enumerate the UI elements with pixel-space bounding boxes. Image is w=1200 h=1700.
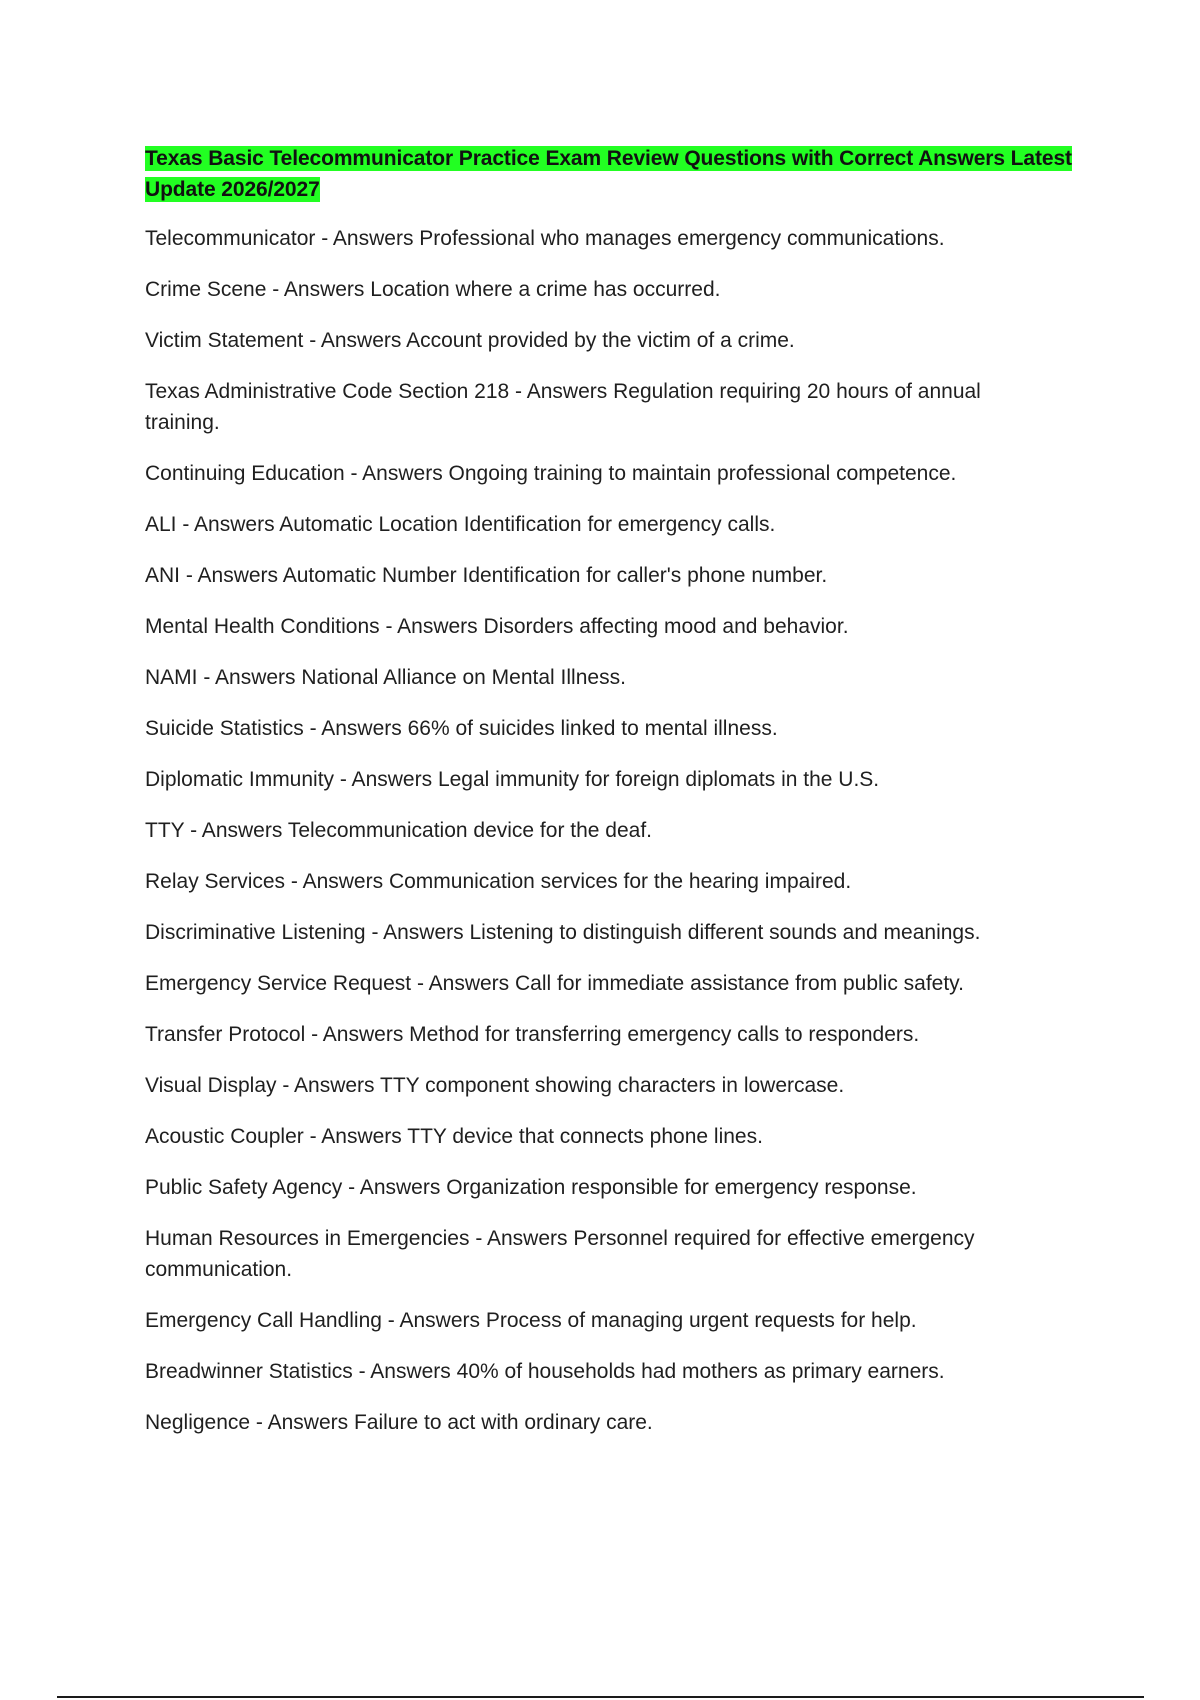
qa-item	[145, 560, 1055, 591]
qa-item	[145, 1223, 1055, 1285]
qa-answer: Process of managing urgent requests for help.	[485, 1309, 917, 1332]
qa-separator: - Answers	[475, 1227, 568, 1250]
qa-answer: Organization responsible for emergency response.	[446, 1176, 917, 1199]
qa-answer: Listening to distinguish different sounds and meanings.	[469, 921, 981, 944]
qa-separator: - Answers	[387, 1309, 480, 1332]
qa-separator: - Answers	[203, 666, 296, 689]
qa-answer: Call for immediate assistance from public safety.	[515, 972, 964, 995]
qa-term: Relay Services	[145, 870, 286, 893]
footer-rule	[57, 1696, 1144, 1698]
qa-item	[145, 866, 1055, 897]
qa-answer: Telecommunication device for the deaf.	[287, 819, 653, 842]
qa-term: Negligence	[145, 1411, 251, 1434]
qa-item	[145, 1070, 1055, 1101]
qa-answer: 40% of households had mothers as primary earners.	[456, 1360, 945, 1383]
qa-item	[145, 325, 1055, 356]
qa-item	[145, 662, 1055, 693]
qa-separator: - Answers	[309, 717, 402, 740]
qa-term: Crime Scene	[145, 278, 267, 301]
document-title	[145, 143, 1090, 205]
qa-item	[145, 223, 1055, 254]
qa-item	[145, 611, 1055, 642]
qa-item	[145, 1356, 1055, 1387]
qa-answer: Location where a crime has occurred.	[370, 278, 721, 301]
qa-term: Transfer Protocol	[145, 1023, 306, 1046]
qa-term: Texas Administrative Code Section 218	[145, 380, 510, 403]
qa-answer: Communication services for the hearing impaired.	[388, 870, 852, 893]
qa-separator: - Answers	[515, 380, 608, 403]
qa-item	[145, 1172, 1055, 1203]
qa-term: Discriminative Listening	[145, 921, 366, 944]
qa-separator: - Answers	[309, 1125, 402, 1148]
qa-term: ANI	[145, 564, 181, 587]
qa-separator: - Answers	[185, 564, 279, 587]
qa-item	[145, 764, 1055, 795]
qa-item	[145, 1407, 1055, 1438]
qa-item	[145, 1019, 1055, 1050]
qa-separator: - Answers	[350, 462, 443, 485]
qa-term: Victim Statement	[145, 329, 304, 352]
qa-term: Acoustic Coupler	[145, 1125, 304, 1148]
qa-answer: Regulation requiring 20 hours of annual training.	[145, 380, 981, 434]
qa-term: Emergency Service Request	[145, 972, 412, 995]
qa-separator: - Answers	[182, 513, 275, 536]
qa-answer: Ongoing training to maintain professional competence.	[448, 462, 957, 485]
qa-item	[145, 274, 1055, 305]
qa-item	[145, 376, 1055, 438]
qa-separator: - Answers	[282, 1074, 375, 1097]
qa-item	[145, 713, 1055, 744]
qa-separator: - Answers	[190, 819, 283, 842]
qa-separator: - Answers	[348, 1176, 441, 1199]
qa-item	[145, 509, 1055, 540]
qa-separator: - Answers	[309, 329, 402, 352]
qa-term: Breadwinner Statistics	[145, 1360, 353, 1383]
document-body	[145, 143, 1090, 1458]
qa-term: Suicide Statistics	[145, 717, 304, 740]
qa-answer: Automatic Location Identification for emergency calls.	[279, 513, 776, 536]
qa-list	[145, 223, 1090, 1438]
qa-term: TTY	[145, 819, 185, 842]
qa-term: ALI	[145, 513, 177, 536]
qa-term: Mental Health Conditions	[145, 615, 380, 638]
qa-answer: Disorders affecting mood and behavior.	[483, 615, 849, 638]
qa-answer: Legal immunity for foreign diplomats in the U.S.	[437, 768, 880, 791]
qa-separator: - Answers	[272, 278, 365, 301]
qa-separator: - Answers	[371, 921, 464, 944]
qa-term: NAMI	[145, 666, 198, 689]
qa-separator: - Answers	[321, 227, 414, 250]
qa-separator: - Answers	[385, 615, 478, 638]
qa-separator: - Answers	[358, 1360, 451, 1383]
qa-separator: - Answers	[339, 768, 433, 791]
title-highlight: Texas Basic Telecommunicator Practice Exam Review Questions with Correct Answers Latest Update 2026/2027	[145, 147, 1072, 201]
qa-term: Human Resources in Emergencies	[145, 1227, 470, 1250]
qa-answer: TTY device that connects phone lines.	[407, 1125, 763, 1148]
qa-item	[145, 1121, 1055, 1152]
qa-term: Visual Display	[145, 1074, 277, 1097]
qa-answer: Personnel required for effective emergency communication.	[145, 1227, 975, 1281]
qa-term: Public Safety Agency	[145, 1176, 343, 1199]
qa-item	[145, 968, 1055, 999]
qa-item	[145, 458, 1055, 489]
qa-answer: Account provided by the victim of a crime.	[406, 329, 795, 352]
qa-item	[145, 1305, 1055, 1336]
qa-answer: National Alliance on Mental Illness.	[301, 666, 626, 689]
qa-term: Continuing Education	[145, 462, 345, 485]
qa-term: Emergency Call Handling	[145, 1309, 382, 1332]
qa-answer: Professional who manages emergency communications.	[419, 227, 945, 250]
qa-separator: - Answers	[290, 870, 384, 893]
qa-term: Telecommunicator	[145, 227, 316, 250]
qa-separator: - Answers	[311, 1023, 404, 1046]
qa-answer: Failure to act with ordinary care.	[353, 1411, 653, 1434]
qa-answer: Method for transferring emergency calls to responders.	[409, 1023, 920, 1046]
qa-separator: - Answers	[255, 1411, 349, 1434]
qa-item	[145, 815, 1055, 846]
qa-answer: 66% of suicides linked to mental illness.	[407, 717, 778, 740]
qa-term: Diplomatic Immunity	[145, 768, 335, 791]
qa-answer: Automatic Number Identification for caller's phone number.	[282, 564, 828, 587]
qa-item	[145, 917, 1055, 948]
qa-separator: - Answers	[416, 972, 510, 995]
qa-answer: TTY component showing characters in lowercase.	[380, 1074, 845, 1097]
